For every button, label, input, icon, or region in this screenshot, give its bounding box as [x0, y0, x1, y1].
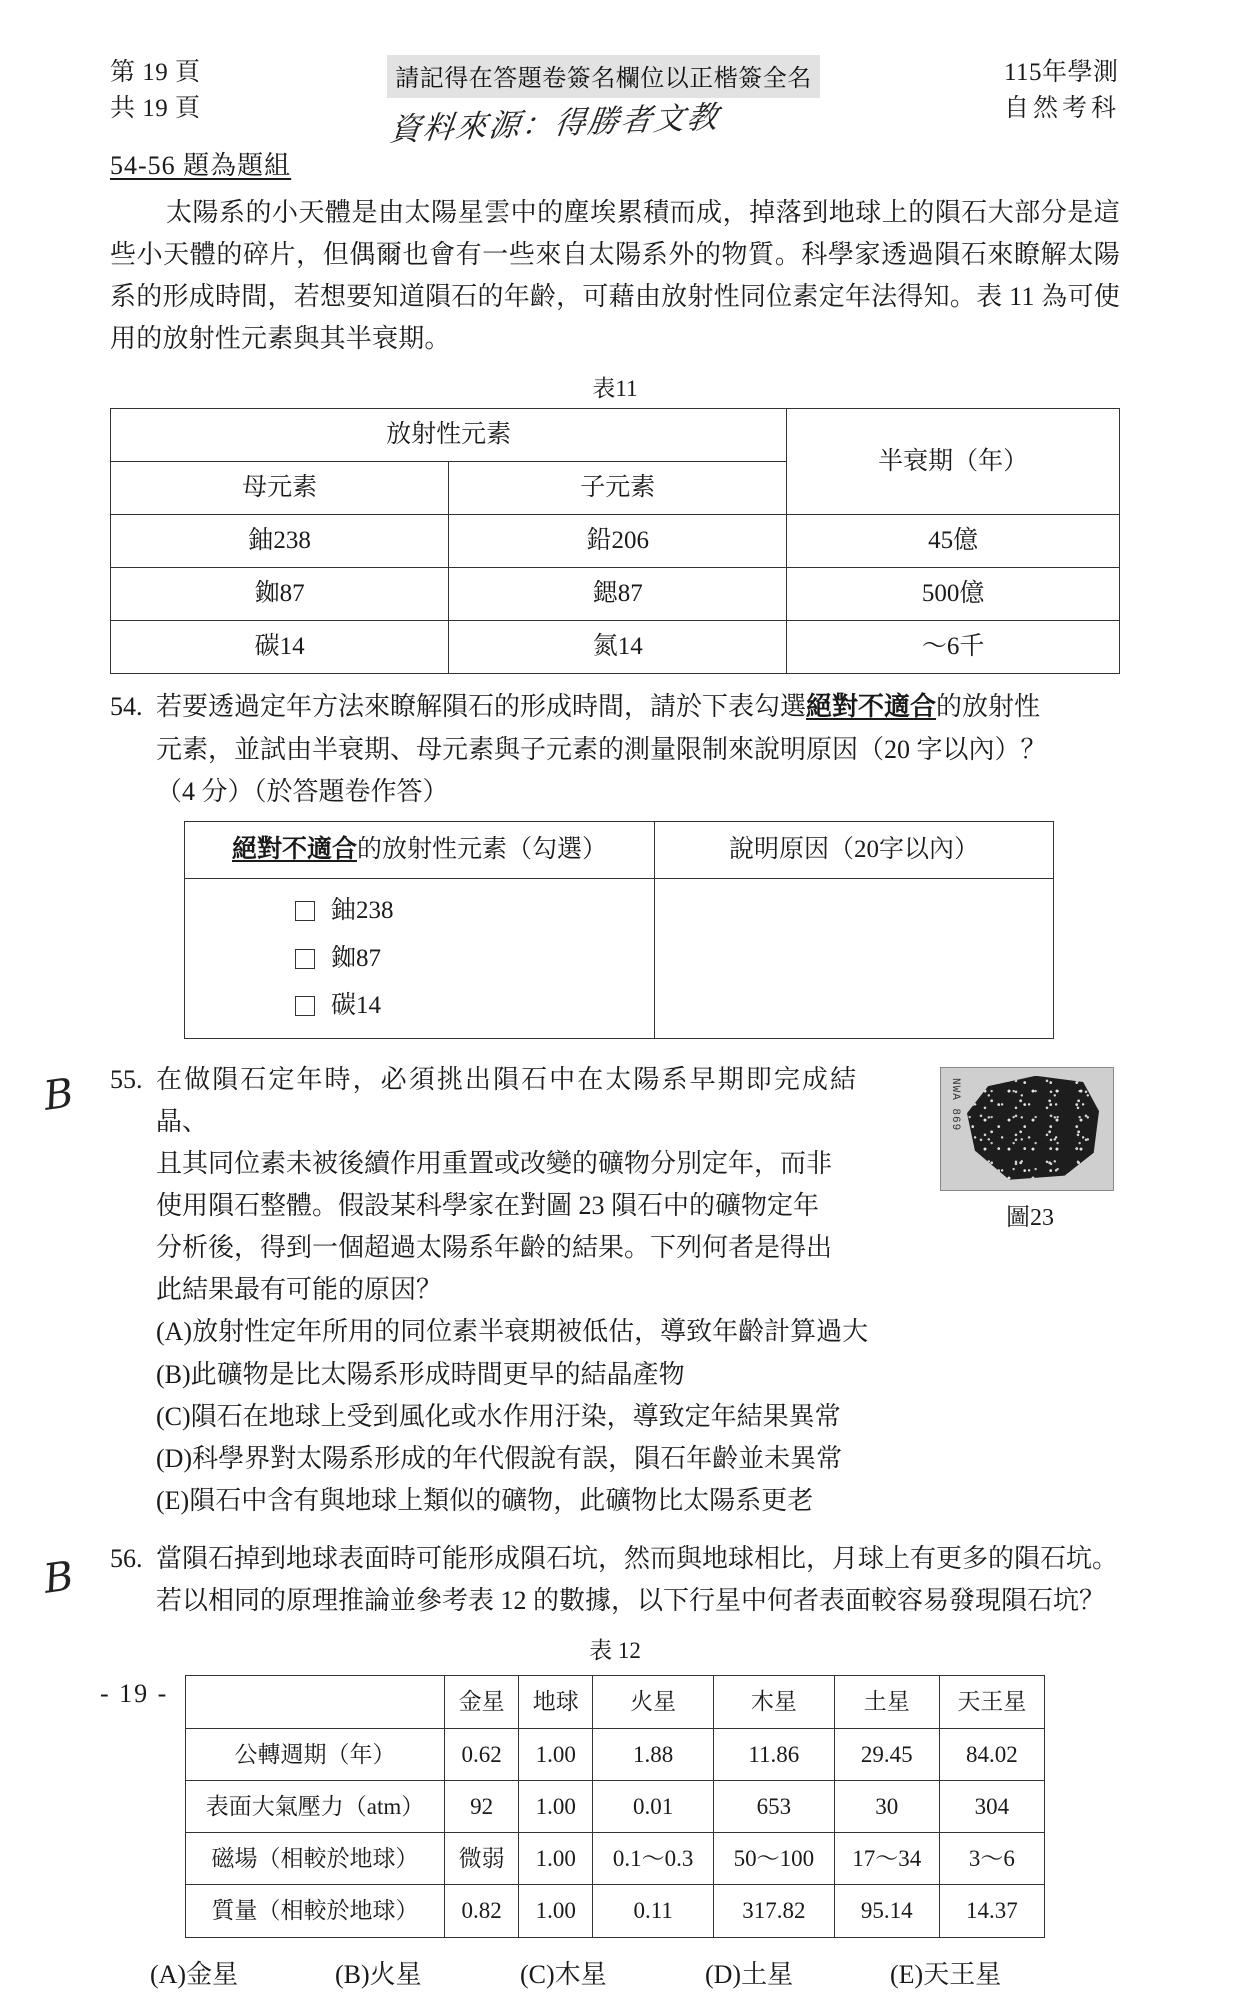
page-content: [40, 145, 1120, 1996]
question-55-line3: 使用隕石整體。假設某科學家在對圖 23 隕石中的礦物定年: [156, 1191, 820, 1221]
table12-col-header-jupiter: 木星: [713, 1676, 834, 1728]
table11-cell: 銣87: [111, 568, 449, 621]
table12-corner-cell: [186, 1676, 445, 1728]
option-e[interactable]: (E)天王星: [890, 1959, 1002, 1989]
option-a[interactable]: (A)放射性定年所用的同位素半衰期被低估，導致年齡計算過大: [156, 1317, 869, 1347]
table12-cell: 1.00: [519, 1833, 593, 1885]
table11-cell: 碳14: [111, 621, 449, 674]
table12-row-label: 表面大氣壓力（atm）: [186, 1780, 445, 1832]
checkbox-option-row[interactable]: [197, 982, 642, 1030]
question-group-title: 54-56 題為題組: [110, 151, 292, 180]
table12-cell: 317.82: [713, 1885, 834, 1937]
table12: [185, 1675, 1045, 1937]
q54-col1-rest: 的放射性元素（勾選）: [357, 835, 608, 863]
table12-cell: 1.00: [519, 1885, 593, 1937]
table-row: [186, 1728, 1045, 1780]
table11-header-daughter: 子元素: [449, 462, 787, 515]
table-row: [186, 1780, 1045, 1832]
exam-subject-label: 自然考科: [1003, 95, 1120, 123]
question-55-body: [156, 1059, 856, 1312]
option-c[interactable]: (C)木星: [520, 1959, 607, 1989]
figure-23-wrapper: [940, 1067, 1120, 1238]
option-c[interactable]: (C)隕石在地球上受到風化或水作用汙染，導致定年結果異常: [156, 1401, 841, 1431]
page-label-current: 第 19 頁: [110, 59, 201, 86]
table11-header-span: 放射性元素: [111, 409, 787, 462]
table11-header-parent: 母元素: [111, 462, 449, 515]
question-54-body: [156, 686, 1120, 1038]
question-55-number: 55.: [110, 1064, 143, 1094]
option-a[interactable]: (A)金星: [150, 1959, 239, 1989]
question-56-number: 56.: [110, 1543, 143, 1573]
option-b[interactable]: (B)此礦物是比太陽系形成時間更早的結晶產物: [156, 1359, 685, 1389]
table11-caption: 表11: [592, 376, 638, 402]
meteorite-specimen-label: NWA 869: [948, 1077, 961, 1131]
table12-col-header-uranus: 天王星: [939, 1676, 1044, 1728]
table-row: [111, 621, 1120, 674]
page-footer-number: - 19 -: [100, 1679, 169, 1708]
table11-cell: ～6千: [787, 621, 1120, 674]
question-54-number: 54.: [110, 692, 143, 722]
table12-col-header-saturn: 土星: [834, 1676, 939, 1728]
checkbox-option-row[interactable]: [197, 887, 642, 935]
exam-year-label: 115年學測: [1003, 59, 1119, 86]
checkbox-icon[interactable]: [295, 901, 315, 921]
table11-cell: 鍶87: [449, 568, 787, 621]
handwritten-answer-56: B: [40, 1553, 77, 1603]
table12-cell: 304: [939, 1780, 1044, 1832]
table11-cell: 鈾238: [111, 515, 449, 568]
checkbox-option-row[interactable]: [197, 935, 642, 983]
checkbox-label: 鈾238: [331, 897, 394, 925]
table12-col-header-venus: 金星: [445, 1676, 519, 1728]
table12-row-label: 質量（相較於地球）: [186, 1885, 445, 1937]
question-54-line1: [156, 686, 1120, 728]
question-55-line1: 在做隕石定年時，必須挑出隕石中在太陽系早期即完成結晶、: [156, 1064, 856, 1136]
option-b[interactable]: (B)火星: [335, 1959, 422, 1989]
table12-cell: 11.86: [713, 1728, 834, 1780]
table12-cell: 95.14: [834, 1885, 939, 1937]
table12-cell: 3～6: [939, 1833, 1044, 1885]
q54-reason-answer-cell[interactable]: [655, 879, 1054, 1039]
signature-reminder-stamp: 請記得在答題卷簽名欄位以正楷簽全名: [387, 55, 820, 98]
table12-cell: 0.11: [593, 1885, 714, 1937]
table12-col-header-earth: 地球: [519, 1676, 593, 1728]
page-header: [110, 55, 1120, 149]
table-row: [111, 515, 1120, 568]
q54-text-a: 若要透過定年方法來瞭解隕石的形成時間，請於下表勾選: [156, 692, 807, 722]
table12-row-label: 公轉週期（年）: [186, 1728, 445, 1780]
table12-row-label: 磁場（相較於地球）: [186, 1833, 445, 1885]
table12-cell: 30: [834, 1780, 939, 1832]
table11: [110, 408, 1120, 674]
q54-text-b: 的放射性: [936, 692, 1041, 722]
page-number-block: [110, 55, 201, 128]
meteorite-photo: [940, 1067, 1114, 1191]
q54-col1-emphasis: 絕對不適合: [231, 835, 357, 863]
table12-cell: 微弱: [445, 1833, 519, 1885]
table12-cell: 1.00: [519, 1728, 593, 1780]
table12-cell: 0.62: [445, 1728, 519, 1780]
table-row: [111, 568, 1120, 621]
table12-cell: 1.00: [519, 1780, 593, 1832]
question-56-line2: 若以相同的原理推論並參考表 12 的數據，以下行星中何者表面較容易發現隕石坑？: [156, 1586, 1106, 1616]
option-d[interactable]: (D)科學界對太陽系形成的年代假說有誤，隕石年齡並未異常: [156, 1443, 843, 1473]
question-56: [40, 1538, 1120, 1996]
table11-cell: 鉛206: [449, 515, 787, 568]
figure-23-caption: 圖23: [1006, 1204, 1054, 1231]
table-row: [185, 821, 1054, 879]
q54-checkbox-cell: [185, 879, 655, 1039]
table12-col-header-mars: 火星: [593, 1676, 714, 1728]
table-row: [186, 1676, 1045, 1728]
q54-table-col2-header: 說明原因（20字以內）: [655, 821, 1054, 879]
table12-cell: 0.82: [445, 1885, 519, 1937]
handwritten-answer-55: B: [40, 1069, 77, 1120]
table-row: [186, 1885, 1045, 1937]
table11-header-halflife: 半衰期（年）: [787, 409, 1120, 515]
checkbox-icon[interactable]: [295, 949, 315, 969]
passage-paragraph: 太陽系的小天體是由太陽星雲中的塵埃累積而成，掉落到地球上的隕石大部分是這些小天體的碎片，但偶爾也會有一些來自太陽系外的物質。科學家透過隕石來瞭解太陽系的形成時間，若想要知道隕石的年齡，可藉由放射性同位素定年法得知。表 11 為可使用的放射性元素與其半衰期。: [110, 198, 1120, 354]
question-55-line2: 且其同位素未被後續作用重置或改變的礦物分別定年，而非: [156, 1148, 833, 1178]
meteorite-rock-shape: [967, 1076, 1099, 1180]
question-55: [40, 1059, 1120, 1522]
exam-identity-block: [1004, 55, 1120, 128]
table12-caption: 表 12: [589, 1638, 641, 1664]
header-center: [387, 55, 817, 149]
table11-cell: 500億: [787, 568, 1120, 621]
checkbox-label: 銣87: [331, 944, 382, 972]
table12-cell: 17～34: [834, 1833, 939, 1885]
table12-cell: 92: [445, 1780, 519, 1832]
table12-cell: 84.02: [939, 1728, 1044, 1780]
table12-cell: 50～100: [713, 1833, 834, 1885]
table12-cell: 1.88: [593, 1728, 714, 1780]
table11-cell: 氮14: [449, 621, 787, 674]
table12-cell: 29.45: [834, 1728, 939, 1780]
question-54-line3: （4 分）（於答題卷作答）: [156, 776, 449, 806]
q54-emphasis: 絕對不適合: [806, 692, 937, 722]
table-row: [185, 879, 1054, 1039]
question-54-answer-table: [184, 821, 1054, 1039]
option-d[interactable]: (D)土星: [705, 1959, 794, 1989]
checkbox-icon[interactable]: [295, 996, 315, 1016]
table12-cell: 0.01: [593, 1780, 714, 1832]
question-56-options: [150, 1954, 1120, 1996]
table-row: [186, 1833, 1045, 1885]
table12-cell: 653: [713, 1780, 834, 1832]
question-56-line1: 當隕石掉到地球表面時可能形成隕石坑，然而與地球相比，月球上有更多的隕石坑。: [156, 1543, 1119, 1573]
question-55-options: [156, 1311, 1086, 1522]
checkbox-label: 碳14: [331, 992, 382, 1020]
handwritten-source-note: 資料來源：得勝者文教: [387, 99, 723, 149]
question-55-line4: 分析後，得到一個超過太陽系年齡的結果。下列何者是得出: [156, 1233, 833, 1263]
table12-cell: 0.1～0.3: [593, 1833, 714, 1885]
table-row: [111, 409, 1120, 462]
q54-table-col1-header: [185, 821, 655, 879]
table12-cell: 14.37: [939, 1885, 1044, 1937]
page-label-total: 共 19 頁: [110, 95, 201, 123]
option-e[interactable]: (E)隕石中含有與地球上類似的礦物，此礦物比太陽系更老: [156, 1485, 814, 1515]
table11-cell: 45億: [787, 515, 1120, 568]
question-54-line2: 元素，並試由半衰期、母元素與子元素的測量限制來說明原因（20 字以內）？: [156, 734, 1047, 764]
question-54: [110, 686, 1120, 1038]
question-56-body: [156, 1538, 1120, 1622]
question-55-line5: 此結果最有可能的原因？: [156, 1275, 443, 1305]
